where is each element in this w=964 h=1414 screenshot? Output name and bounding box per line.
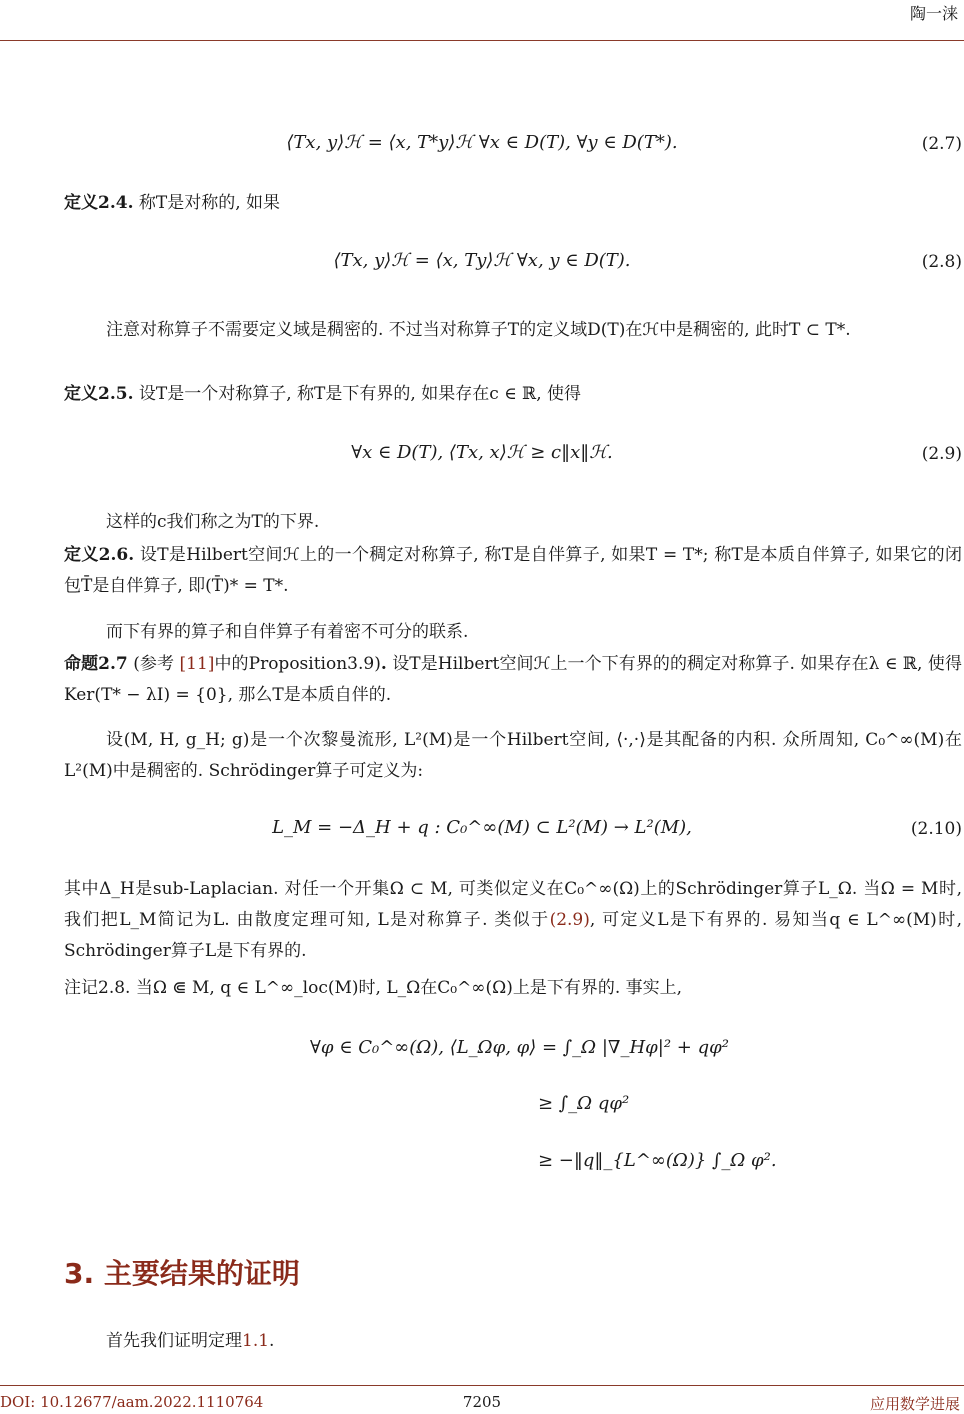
equation-2-8: ⟨Tx, y⟩ℋ = ⟨x, Ty⟩ℋ ∀x, y ∈ D(T). (333, 250, 631, 271)
equation-2-10: L_M = −Δ_H + q : C₀^∞(M) ⊂ L²(M) → L²(M), (272, 817, 692, 838)
proposition-cite-post: 中的Proposition3.9) (214, 654, 381, 674)
proposition-label: 命题2.7 (64, 654, 128, 674)
equation-number-2-10: (2.10) (910, 819, 962, 839)
align-line-1: ∀φ ∈ C₀^∞(Ω), ⟨L_Ωφ, φ⟩ = ∫_Ω |∇_Hφ|² + qφ² (310, 1037, 729, 1058)
theorem-link-1-1[interactable]: 1.1 (242, 1331, 270, 1351)
definition-body: 设T是Hilbert空间ℋ上的一个稠定对称算子, 称T是自伴算子, 如果T = T*; 称T是本质自伴算子, 如果它的闭包T̄是自伴算子, 即(T̄)* = T*. (64, 545, 963, 596)
footer-page-number: 7205 (462, 1393, 502, 1411)
proposition-cite-pre: (参考 (127, 654, 180, 674)
equation-2-9: ∀x ∈ D(T), ⟨Tx, x⟩ℋ ≥ c‖x‖ℋ. (351, 442, 613, 463)
equation-2-7: ⟨Tx, y⟩ℋ = ⟨x, T*y⟩ℋ ∀x ∈ D(T), ∀y ∈ D(T*). (286, 132, 678, 153)
equation-number-2-7: (2.7) (921, 134, 962, 154)
footer-journal: 应用数学进展 (869, 1395, 960, 1413)
proposition-dot: . (380, 654, 387, 674)
remark-2-8 (64, 973, 962, 1004)
paragraph-sub-laplacian (64, 874, 962, 967)
header-rule (0, 40, 964, 41)
equation-link-2-9[interactable]: (2.9) (549, 910, 590, 930)
definition-2-6 (64, 540, 962, 602)
remark-body: 当Ω ⋐ M, q ∈ L^∞_loc(M)时, L_Ω在C₀^∞(Ω)上是下有界的. 事实上, (130, 978, 683, 998)
equation-number-2-8: (2.8) (921, 252, 962, 272)
definition-body: 称T是对称的, 如果 (138, 193, 281, 213)
paragraph-text: . (269, 1331, 275, 1351)
paragraph-lower-bound: 这样的c我们称之为T的下界. (106, 512, 320, 532)
definition-label: 定义2.5. (64, 384, 134, 404)
header-author: 陶一涞 (909, 4, 958, 23)
definition-2-5 (64, 379, 962, 410)
paragraph-text: 其中Δ_H是sub-Laplacian. 对任一个开集Ω ⊂ M, 可类似定义在C₀^∞(Ω)上的Schrödinger算子L_Ω. 当Ω = M时, 我们把L_M简记为L. 由散度定理可知, L是对称算子. 类似于 (64, 879, 962, 930)
paragraph-connection: 而下有界的算子和自伴算子有着密不可分的联系. (106, 622, 469, 642)
definition-body: 设T是一个对称算子, 称T是下有界的, 如果存在c ∈ ℝ, 使得 (138, 384, 582, 404)
proposition-2-7 (64, 649, 962, 711)
definition-2-4 (64, 188, 962, 219)
footer-rule (0, 1385, 964, 1386)
proposition-body: 设T是Hilbert空间ℋ上一个下有界的的稠定对称算子. 如果存在λ ∈ ℝ, 使得Ker(T* − λI) = {0}, 那么T是本质自伴的. (64, 654, 962, 705)
paragraph-sub-riemannian: 设(M, H, g_H; g)是一个次黎曼流形, L²(M)是一个Hilbert空间, ⟨·,·⟩是其配备的内积. 众所周知, C₀^∞(M)在L²(M)中是稠密的. Schrödinger算子可定义为: (64, 730, 962, 781)
remark-label: 注记2.8. (64, 978, 131, 998)
paragraph-text: 首先我们证明定理 (106, 1331, 242, 1351)
align-line-3: ≥ −‖q‖_{L^∞(Ω)} ∫_Ω φ². (538, 1150, 777, 1171)
align-line-2: ≥ ∫_Ω qφ² (538, 1093, 630, 1114)
definition-label: 定义2.4. (64, 193, 134, 213)
section-heading-3: 3. 主要结果的证明 (64, 1257, 300, 1290)
paragraph-text: , 可定义L是下有界的. 易知当q ∈ L^∞(M)时, Schrödinger算子L是下有界的. (64, 910, 962, 961)
paragraph-proof-start (64, 1326, 962, 1357)
definition-label: 定义2.6. (64, 545, 135, 565)
paragraph-symmetric-note: 注意对称算子不需要定义域是稠密的. 不过当对称算子T的定义域D(T)在ℋ中是稠密的, 此时T ⊂ T*. (106, 320, 851, 340)
citation-link-11[interactable]: [11] (179, 654, 215, 674)
equation-number-2-9: (2.9) (921, 444, 962, 464)
footer-doi[interactable]: DOI: 10.12677/aam.2022.1110764 (0, 1393, 264, 1411)
